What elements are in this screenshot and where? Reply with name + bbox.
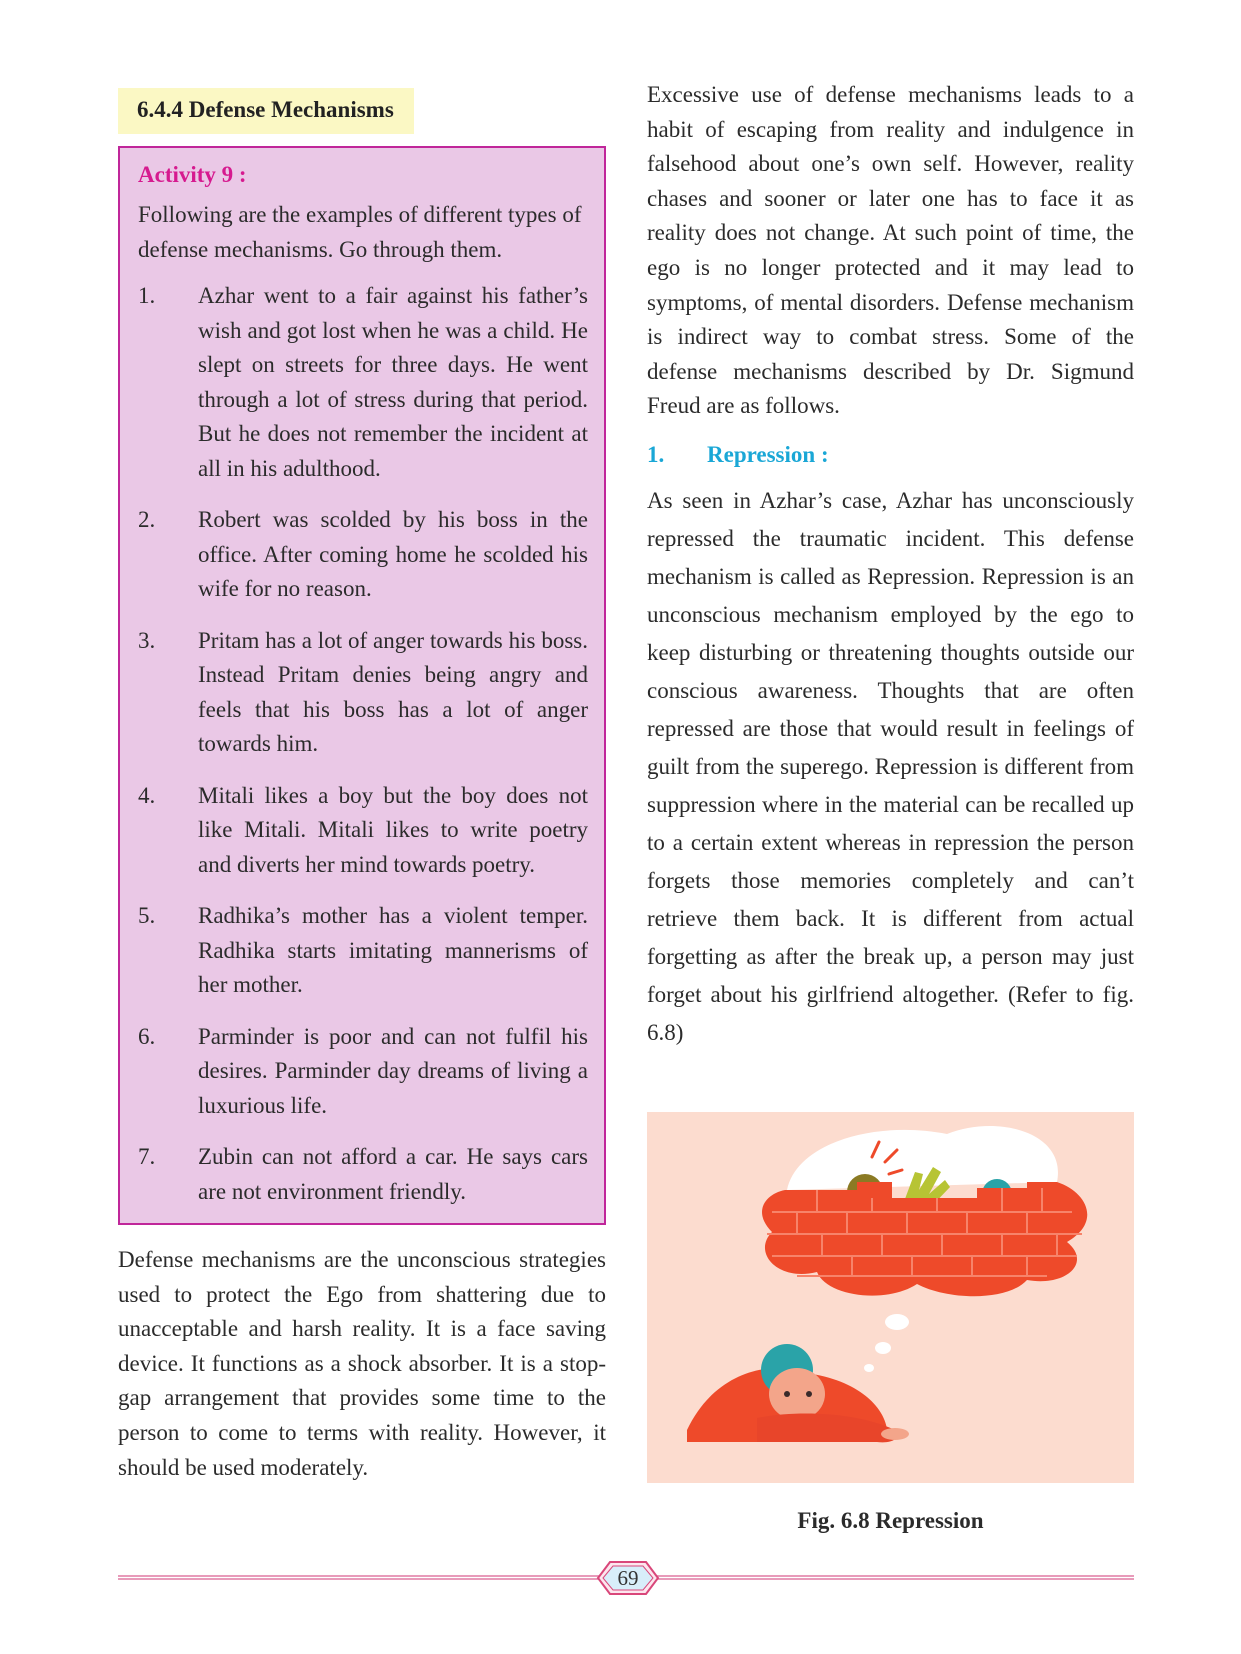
page-number-text: 69	[617, 1565, 639, 1590]
repression-illustration	[647, 1112, 1134, 1483]
item-number: 1.	[138, 283, 156, 308]
activity-title: Activity 9 :	[138, 162, 247, 187]
right-column	[647, 78, 1134, 1052]
activity-intro: Following are the examples of different types of defense mechanisms. Go through them.	[138, 202, 582, 262]
activity-list	[138, 279, 588, 1209]
girl-face-icon	[769, 1368, 825, 1420]
item-text: Parminder is poor and can not fulfil his desires. Parminder day dreams of living a luxurious life.	[198, 1023, 588, 1118]
item-text: Zubin can not afford a car. He says cars are not environment friendly.	[198, 1144, 588, 1204]
figure-caption: Fig. 6.8 Repression	[797, 1508, 984, 1533]
item-text: Pritam has a lot of anger towards his boss. Instead Pritam denies being angry and feels that his boss has a lot of anger towards him.	[198, 627, 588, 756]
item-text: Azhar went to a fair against his father’s wish and got lost when he was a child. He slept on streets for three days. He went through a lot of stress during that period. But he does not remember the incident at all in his adulthood.	[198, 283, 588, 481]
repression-illustration-svg	[647, 1112, 1134, 1483]
list-item	[138, 1020, 588, 1124]
item-text: Robert was scolded by his boss in the office. After coming home he scolded his wife for no reason.	[198, 507, 588, 601]
page-number	[594, 1558, 662, 1598]
brick-wall	[762, 1182, 1087, 1296]
excessive-use-paragraph: Excessive use of defense mechanisms leads to a habit of escaping from reality and indulgence in falsehood about one’s own self. However, reality chases and sooner or later one has to face it as reality does not change. At such point of time, the ego is no longer protected and it may lead to symptoms, of mental disorders. Defense mechanism is indirect way to combat stress. Some of the defense mechanisms described by Dr. Sigmund Freud are as follows.	[647, 82, 1134, 419]
item-number: 3.	[138, 627, 156, 653]
girl-hand-icon	[881, 1428, 909, 1440]
list-item	[138, 899, 588, 1003]
item-text: Mitali likes a boy but the boy does not like Mitali. Mitali likes to write poetry and diverts her mind towards poetry.	[198, 782, 588, 877]
repression-paragraph: As seen in Azhar’s case, Azhar has unconsciously repressed the traumatic incident. This defense mechanism is called as Repression. Repression is an unconscious mechanism employed by the ego to keep disturbing or threatening thoughts outside our conscious awareness. Thoughts that are often repressed are those that would result in feelings of guilt from the superego. Repression is different from suppression where in the material can be recalled up to a certain extent whereas in repression the person forgets those memories completely and can’t retrieve them back. It is different from actual forgetting as after the break up, a person may just forget about his girlfriend altogether. (Refer to fig. 6.8)	[647, 487, 1134, 1045]
repression-heading-number: 1.	[647, 441, 665, 467]
list-item	[138, 624, 588, 762]
repression-heading-title: Repression :	[707, 441, 829, 467]
item-number: 4.	[138, 782, 156, 808]
item-number: 5.	[138, 903, 156, 928]
list-item	[138, 1140, 588, 1209]
item-number: 2.	[138, 507, 156, 532]
item-number: 6.	[138, 1023, 156, 1049]
list-item	[138, 779, 588, 883]
list-item	[138, 279, 588, 486]
defense-mechanisms-paragraph: Defense mechanisms are the unconscious strategies used to protect the Ego from shattering due to unacceptable and harsh reality. It is a face saving device. It functions as a shock absorber. It is a stop-gap arrangement that provides some time to the person to come to terms with reality. However, it should be used moderately.	[118, 1247, 606, 1480]
thought-dot-large	[885, 1314, 909, 1330]
girl-eye-right-icon	[806, 1391, 812, 1397]
thought-cloud	[787, 1126, 1058, 1190]
thought-dot-medium	[875, 1342, 891, 1354]
repression-heading	[647, 442, 1134, 468]
left-column	[118, 88, 606, 1485]
section-heading: 6.4.4 Defense Mechanisms	[118, 88, 414, 134]
item-text: Radhika’s mother has a violent temper. Radhika starts imitating mannerisms of her mother.	[198, 903, 588, 997]
activity-box	[118, 146, 606, 1225]
thought-dot-small	[864, 1364, 874, 1372]
item-number: 7.	[138, 1144, 156, 1169]
list-item	[138, 503, 588, 607]
girl-eye-left-icon	[784, 1391, 790, 1397]
